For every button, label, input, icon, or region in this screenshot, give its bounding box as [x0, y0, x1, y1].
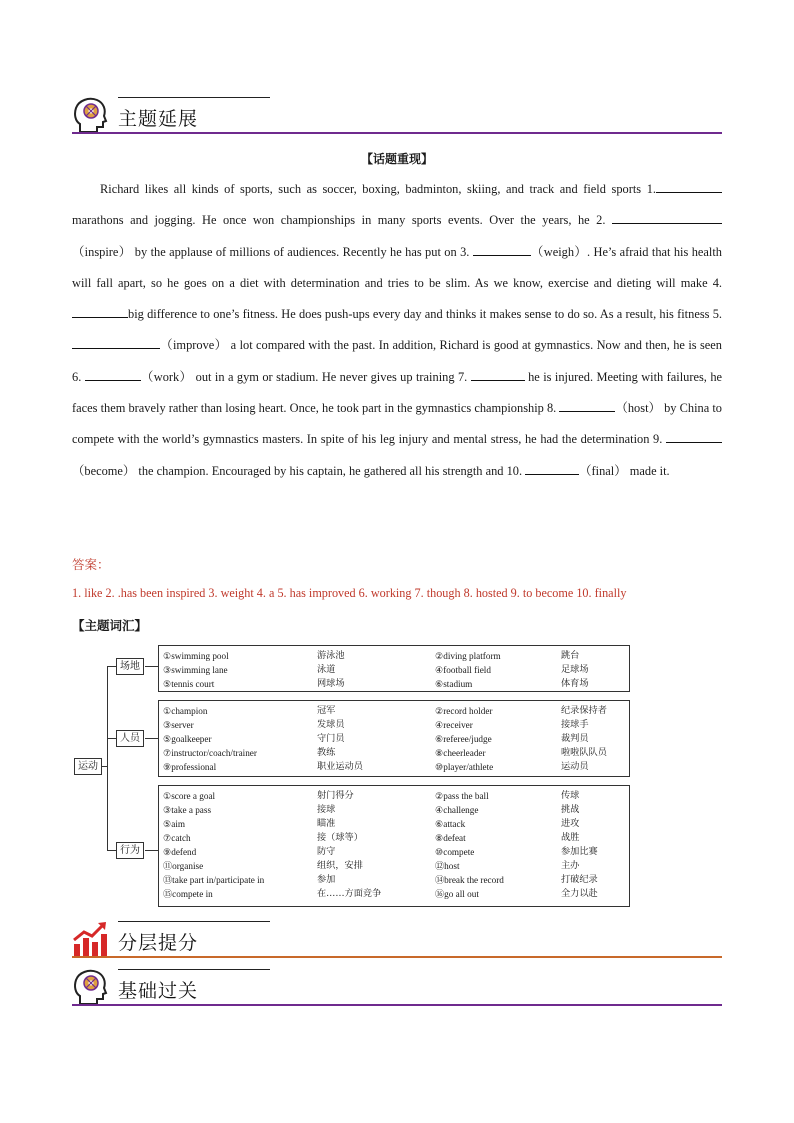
vocab-chinese-meaning: 防守: [317, 846, 336, 857]
vocab-row: [159, 789, 629, 803]
blank-5: [72, 335, 160, 349]
vocab-chinese-meaning: 射门得分: [317, 790, 354, 801]
blank-1: [656, 179, 722, 193]
vocab-root-node: 运动: [74, 758, 102, 775]
vocab-chinese-meaning: 职业运动员: [317, 761, 363, 772]
vocab-english-term: ②pass the ball: [435, 791, 489, 801]
vocab-chinese-meaning: 传球: [561, 790, 580, 801]
vocab-chinese-meaning: 接（球等）: [317, 832, 363, 843]
vocab-group-venue: 场地: [116, 658, 144, 675]
answer-key: 1. like 2. .has been inspired 3. weight 4. a 5. has improved 6. working 7. though 8. hosted 9. to become 10. finally: [72, 586, 627, 600]
section-header-basic: [72, 968, 722, 1008]
vocab-row: [159, 663, 629, 677]
blank-3: [473, 242, 531, 256]
vocab-row: [159, 677, 629, 691]
blank-6: [85, 367, 141, 381]
vocab-english-term: ⑥referee/judge: [435, 734, 492, 744]
vocab-row: [159, 746, 629, 760]
cloze-passage: Richard likes all kinds of sports, such as soccer, boxing, badminton, skiing, and track and field sports 1. marathons and jogging. He once won championships in many sports events. Over the years, he 2. （inspire） by the applause of millions of audiences. Recently he has put on 3. （weigh）. He’s afraid that his health will fall apart, so he goes on a diet with determination and tries to be slim. As we know, exercise and dieting will make 4. big difference to one’s fitness. He does push-ups every day and thinks it makes sense to do so. As a result, his fitness 5. （improve） a lot compared with the past. In addition, Richard is good at gymnastics. Now and then, he is seen 6. （work） out in a gym or stadium. He never gives up training 7. he is injured. Meeting with failures, he faces them bravely rather than losing heart. Once, he took part in the gymnastics championship 8. （host） by China to compete with the world’s gymnastics masters. In spite of his leg injury and mental stress, he had the determination 9. （become） the champion. Encouraged by his captain, he gathered all his strength and 10. （final） made it.: [72, 174, 722, 487]
vocab-chinese-meaning: 泳道: [317, 664, 336, 675]
vocab-row: [159, 845, 629, 859]
blank-2: [612, 210, 722, 224]
blank-4: [72, 304, 128, 318]
vocab-chinese-meaning: 挑战: [561, 804, 580, 815]
vocab-row: [159, 760, 629, 774]
vocab-english-term: ④receiver: [435, 720, 473, 730]
section-header-layered: [72, 920, 722, 960]
vocab-english-term: ⑪organise: [163, 861, 204, 871]
vocab-english-term: ③swimming lane: [163, 665, 228, 675]
vocab-chinese-meaning: 参加: [317, 874, 336, 885]
vocab-english-term: ⑦instructor/coach/trainer: [163, 748, 257, 758]
vocab-chinese-meaning: 进攻: [561, 818, 580, 829]
vocab-english-term: ①champion: [163, 706, 208, 716]
vocab-row: [159, 803, 629, 817]
vocab-chinese-meaning: 冠军: [317, 705, 336, 716]
vocab-english-term: ⑥stadium: [435, 679, 473, 689]
vocab-row: [159, 887, 629, 901]
vocab-label: 【主题词汇】: [72, 618, 148, 633]
answer-label: 答案：: [72, 557, 110, 572]
vocab-english-term: ⑨professional: [163, 762, 217, 772]
head-gear-icon: [72, 968, 108, 1006]
vocab-english-term: ⑤aim: [163, 819, 186, 829]
vocab-row: [159, 704, 629, 718]
vocab-english-term: ⑭break the record: [435, 875, 504, 885]
vocab-chinese-meaning: 纪录保持者: [561, 705, 607, 716]
vocab-english-term: ②record holder: [435, 706, 493, 716]
vocab-row: [159, 859, 629, 873]
section-title: 分层提分: [118, 932, 199, 954]
vocab-english-term: ⑮compete in: [163, 889, 213, 899]
vocab-chinese-meaning: 组织，安排: [317, 860, 363, 871]
head-gear-icon: [72, 96, 108, 134]
vocab-english-term: ⑨defend: [163, 847, 197, 857]
vocab-row: [159, 732, 629, 746]
vocab-chinese-meaning: 跳台: [561, 650, 580, 661]
vocab-chinese-meaning: 瞄准: [317, 818, 336, 829]
vocab-row: [159, 873, 629, 887]
vocab-english-term: ⑧cheerleader: [435, 748, 486, 758]
vocab-row: [159, 718, 629, 732]
vocab-english-term: ③take a pass: [163, 805, 212, 815]
topic-review-label: 【话题重现】: [360, 152, 433, 166]
vocab-chinese-meaning: 运动员: [561, 761, 589, 772]
vocab-chinese-meaning: 打破纪录: [561, 874, 598, 885]
vocab-english-term: ③server: [163, 720, 194, 730]
vocab-chinese-meaning: 啦啦队队员: [561, 747, 607, 758]
vocab-row: [159, 649, 629, 663]
vocab-english-term: ⑩compete: [435, 847, 475, 857]
vocab-chinese-meaning: 接球: [317, 804, 336, 815]
blank-10: [525, 461, 579, 475]
vocab-chinese-meaning: 在……方面竞争: [317, 888, 382, 899]
vocab-chinese-meaning: 足球场: [561, 664, 589, 675]
blank-8: [559, 398, 615, 412]
vocab-box-actions: [158, 785, 630, 907]
vocab-english-term: ⑬take part in/participate in: [163, 875, 265, 885]
blank-9: [666, 429, 722, 443]
vocab-chinese-meaning: 裁判员: [561, 733, 589, 744]
vocab-chinese-meaning: 游泳池: [317, 650, 345, 661]
vocab-english-term: ⑫host: [435, 861, 460, 871]
blank-7: [471, 367, 525, 381]
vocab-english-term: ④challenge: [435, 805, 479, 815]
bar-chart-arrow-icon: [72, 920, 108, 958]
vocab-chinese-meaning: 发球员: [317, 719, 345, 730]
vocab-box-people: [158, 700, 630, 777]
vocab-chinese-meaning: 体育场: [561, 678, 589, 689]
vocab-english-term: ⑤tennis court: [163, 679, 215, 689]
vocab-english-term: ⑥attack: [435, 819, 466, 829]
section-title: 基础过关: [118, 980, 199, 1002]
vocab-english-term: ④football field: [435, 665, 491, 675]
vocab-chinese-meaning: 全力以赴: [561, 888, 598, 899]
vocab-group-people: 人员: [116, 730, 144, 747]
vocab-chinese-meaning: 守门员: [317, 733, 345, 744]
vocab-english-term: ⑧defeat: [435, 833, 466, 843]
vocab-chinese-meaning: 主办: [561, 860, 580, 871]
vocab-chinese-meaning: 接球手: [561, 719, 589, 730]
vocab-english-term: ②diving platform: [435, 651, 501, 661]
vocab-chinese-meaning: 战胜: [561, 832, 580, 843]
vocab-english-term: ①score a goal: [163, 791, 216, 801]
section-header-theme-extension: [72, 96, 722, 136]
vocab-row: [159, 831, 629, 845]
vocab-english-term: ⑦catch: [163, 833, 191, 843]
vocab-english-term: ⑩player/athlete: [435, 762, 494, 772]
vocab-english-term: ①swimming pool: [163, 651, 229, 661]
vocab-chinese-meaning: 参加比赛: [561, 846, 598, 857]
vocab-english-term: ⑤goalkeeper: [163, 734, 212, 744]
vocab-row: [159, 817, 629, 831]
section-title: 主题延展: [118, 108, 199, 130]
vocab-box-venue: [158, 645, 630, 692]
vocab-group-actions: 行为: [116, 842, 144, 859]
vocab-chinese-meaning: 网球场: [317, 678, 345, 689]
vocab-english-term: ⑯go all out: [435, 889, 479, 899]
vocab-chinese-meaning: 教练: [317, 747, 336, 758]
